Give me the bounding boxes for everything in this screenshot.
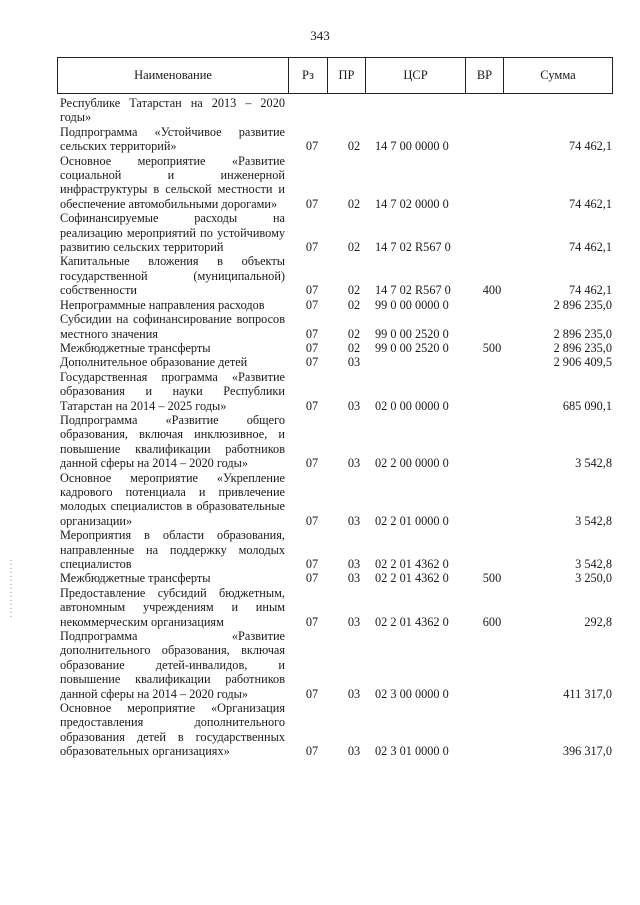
cell-csr: 02 2 01 4362 0 <box>375 571 449 586</box>
table-row <box>60 211 612 254</box>
cell-name: Межбюджетные трансферты <box>60 340 211 355</box>
table-row <box>60 154 612 212</box>
cell-vr: 600 <box>482 614 502 629</box>
cell-rz: 07 <box>305 283 319 298</box>
cell-rz: 07 <box>305 557 319 571</box>
cell-vr: 400 <box>482 283 502 298</box>
cell-csr: 14 7 02 R567 0 <box>375 240 451 255</box>
cell-name: Субсидии на софинансирование вопросов местного значения <box>60 312 285 341</box>
cell-sum: 411 317,0 <box>563 686 612 701</box>
cell-name: Государственная программа «Развитие образования и науки Республики Татарстан на 2014 – 2025 годы» <box>60 369 285 413</box>
cell-csr: 02 2 00 0000 0 <box>375 456 449 471</box>
cell-pr: 03 <box>347 513 361 528</box>
cell-pr: 02 <box>347 240 361 255</box>
cell-sum: 2 896 235,0 <box>553 340 612 355</box>
cell-csr: 02 2 01 0000 0 <box>375 513 449 528</box>
cell-pr: 02 <box>347 196 361 211</box>
table-row <box>60 341 612 355</box>
cell-name: Республике Татарстан на 2013 – 2020 годы» <box>60 96 285 125</box>
cell-sum: 3 542,8 <box>575 557 612 571</box>
cell-sum: 2 906 409,5 <box>553 355 612 370</box>
cell-sum: 3 542,8 <box>575 456 612 471</box>
cell-sum: 2 896 235,0 <box>553 326 612 341</box>
cell-pr: 02 <box>347 139 361 154</box>
cell-rz: 07 <box>305 571 319 586</box>
table-row <box>60 355 612 369</box>
cell-csr: 02 2 01 4362 0 <box>375 557 449 571</box>
table-row <box>60 471 612 529</box>
table-row <box>60 298 612 312</box>
cell-rz: 07 <box>305 398 319 413</box>
cell-pr: 03 <box>347 614 361 629</box>
cell-name: Подпрограмма «Устойчивое развитие сельских территорий» <box>60 124 285 154</box>
page-number: 343 <box>310 28 330 43</box>
cell-name: Предоставление субсидий бюджетным, автономным учреждениям и иным некоммерческим организациям <box>60 585 285 629</box>
cell-rz: 07 <box>305 614 319 629</box>
header-rz: Рз <box>289 58 328 93</box>
cell-pr: 02 <box>347 340 361 355</box>
header-csr: ЦСР <box>366 58 466 93</box>
cell-vr: 500 <box>482 571 502 586</box>
cell-rz: 07 <box>305 297 319 312</box>
cell-csr: 14 7 02 0000 0 <box>375 196 449 211</box>
table-row <box>60 96 612 125</box>
cell-pr: 03 <box>347 744 361 759</box>
table-row <box>60 125 612 154</box>
cell-pr: 03 <box>347 686 361 701</box>
cell-pr: 02 <box>347 326 361 341</box>
cell-pr: 03 <box>347 456 361 471</box>
cell-name: Подпрограмма «Развитие дополнительного образования, включая образование детей-инвалидов, и повышение квалификации работников данной сферы на 2014 – 2020 годы» <box>60 629 285 701</box>
cell-sum: 685 090,1 <box>562 398 612 413</box>
cell-name: Капитальные вложения в объекты государственной (муниципальной) собственности <box>60 254 285 298</box>
cell-name: Дополнительное образование детей <box>60 355 248 370</box>
cell-pr: 03 <box>347 571 361 586</box>
cell-pr: 02 <box>347 297 361 312</box>
header-name: Наименование <box>58 58 289 93</box>
table-row <box>60 413 612 471</box>
header-vr: ВР <box>466 58 504 93</box>
cell-rz: 07 <box>305 240 319 255</box>
cell-name: Основное мероприятие «Развитие социальной и инженерной инфраструктуры в сельской местности и обеспечение автомобильными дорогами» <box>60 153 285 211</box>
table-body <box>60 96 612 759</box>
cell-rz: 07 <box>305 686 319 701</box>
scan-margin-mark <box>10 560 12 620</box>
cell-sum: 74 462,1 <box>568 139 612 154</box>
cell-pr: 03 <box>347 557 361 571</box>
header-pr: ПР <box>328 58 366 93</box>
cell-name: Подпрограмма «Развитие общего образования, включая инклюзивное, и повышение квалификации работников данной сферы на 2014 – 2020 годы» <box>60 412 285 471</box>
cell-rz: 07 <box>305 355 319 370</box>
cell-name: Основное мероприятие «Укрепление кадрового потенциала и привлечение молодых специалистов в образовательные организации» <box>60 470 285 528</box>
cell-csr: 14 7 02 R567 0 <box>375 283 451 298</box>
table-row <box>60 586 612 629</box>
table-row <box>60 312 612 341</box>
cell-csr: 99 0 00 0000 0 <box>375 297 449 312</box>
cell-csr: 02 3 00 0000 0 <box>375 686 449 701</box>
table-row <box>60 528 612 571</box>
cell-name: Мероприятия в области образования, направленные на поддержку молодых специалистов <box>60 528 285 571</box>
cell-sum: 74 462,1 <box>568 240 612 255</box>
cell-name: Софинансируемые расходы на реализацию мероприятий по устойчивому развитию сельских территорий <box>60 211 285 255</box>
cell-vr: 500 <box>482 340 502 355</box>
table-row <box>60 571 612 585</box>
cell-sum: 3 542,8 <box>575 513 612 528</box>
cell-sum: 74 462,1 <box>568 283 612 298</box>
table-row <box>60 370 612 413</box>
cell-rz: 07 <box>305 326 319 341</box>
cell-name: Основное мероприятие «Организация предоставления дополнительного образования детей в государственных образовательных организациях» <box>60 701 285 759</box>
cell-name: Межбюджетные трансферты <box>60 571 211 586</box>
header-sum: Сумма <box>540 68 576 82</box>
cell-rz: 07 <box>305 340 319 355</box>
table-header <box>57 57 613 94</box>
cell-pr: 03 <box>347 398 361 413</box>
cell-name: Непрограммные направления расходов <box>60 297 265 312</box>
cell-pr: 02 <box>347 283 361 298</box>
cell-rz: 07 <box>305 196 319 211</box>
cell-rz: 07 <box>305 744 319 759</box>
cell-pr: 03 <box>347 355 361 370</box>
cell-sum: 3 250,0 <box>575 571 612 586</box>
cell-csr: 02 0 00 0000 0 <box>375 398 449 413</box>
cell-sum: 74 462,1 <box>568 196 612 211</box>
cell-rz: 07 <box>305 513 319 528</box>
table-row <box>60 254 612 297</box>
cell-sum: 396 317,0 <box>562 744 612 759</box>
cell-rz: 07 <box>305 456 319 471</box>
cell-sum: 2 896 235,0 <box>553 297 612 312</box>
cell-csr: 99 0 00 2520 0 <box>375 340 449 355</box>
cell-csr: 02 3 01 0000 0 <box>375 744 449 759</box>
cell-csr: 02 2 01 4362 0 <box>375 614 449 629</box>
table-row <box>60 701 612 759</box>
cell-csr: 14 7 00 0000 0 <box>375 139 449 154</box>
cell-sum: 292,8 <box>584 614 612 629</box>
cell-rz: 07 <box>305 139 319 154</box>
cell-csr: 99 0 00 2520 0 <box>375 326 449 341</box>
table-row <box>60 629 612 701</box>
